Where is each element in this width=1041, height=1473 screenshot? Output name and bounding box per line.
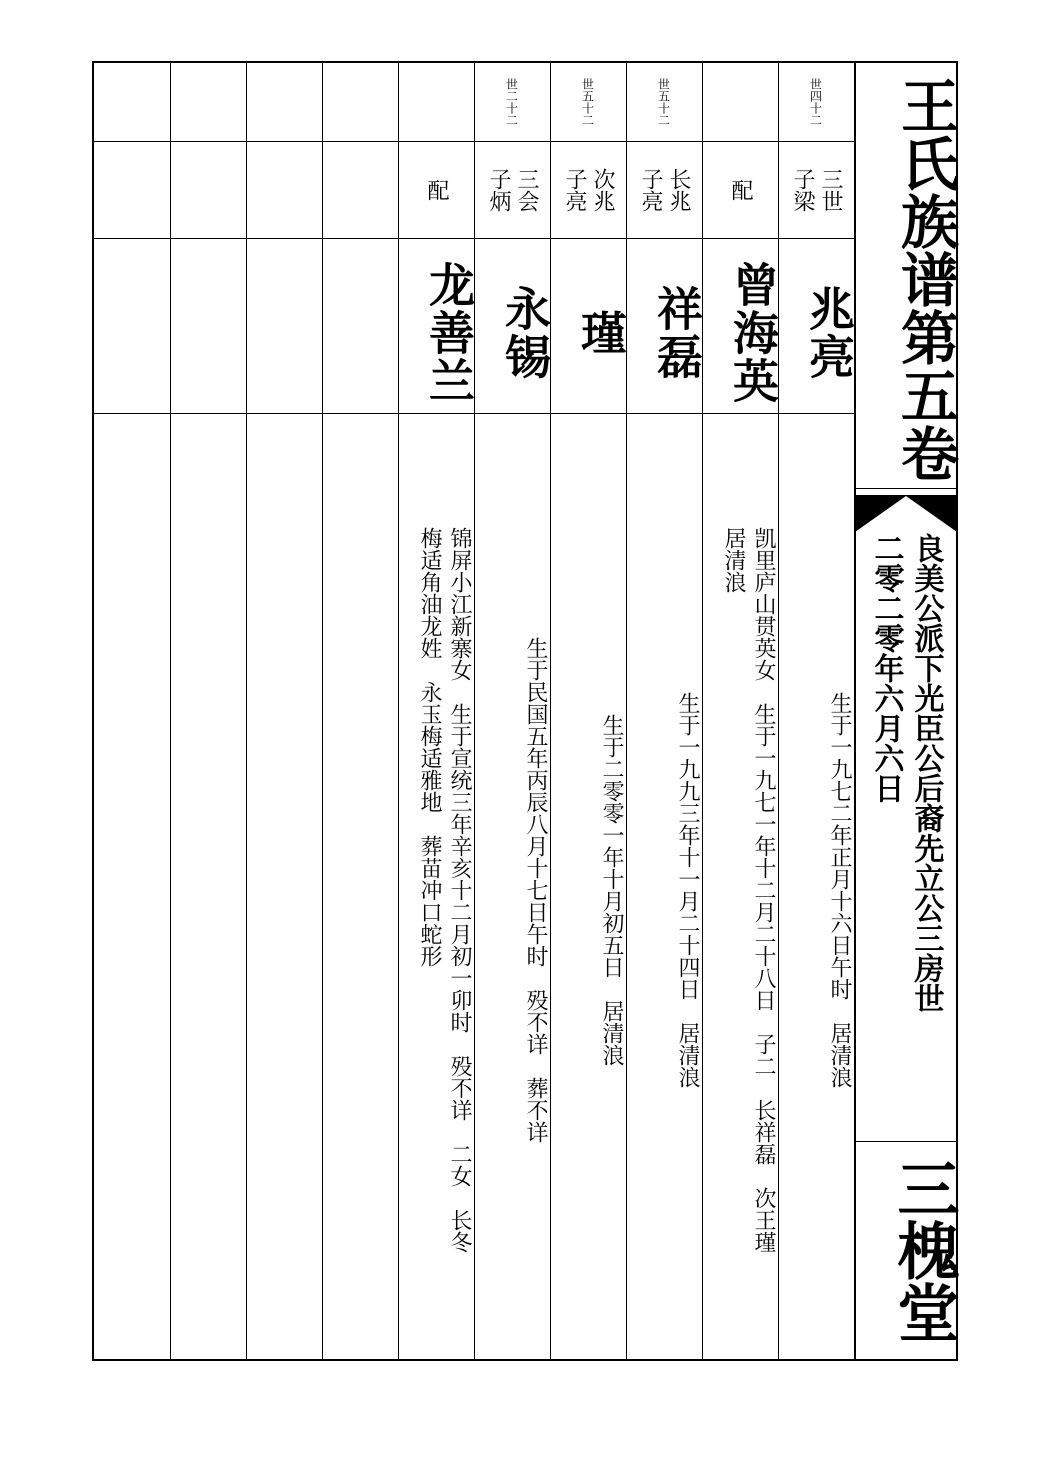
generation-label: 世四十二	[808, 78, 823, 126]
person-name: 曾海英	[726, 260, 780, 405]
generation-label	[398, 63, 474, 141]
person-name	[322, 238, 398, 413]
biography-text: 锦屏小江新寨女 生于宣统三年辛亥十二月初一卯时 殁不详 二女 长冬 梅适角油龙姓 永玉梅适雅地 葬苗冲口蛇形	[417, 527, 472, 1253]
lineage-subtitle: 良美公派下光臣公后裔先立公三房世	[908, 533, 944, 1013]
divider	[855, 488, 956, 489]
relation-label	[322, 141, 398, 238]
biography-text	[94, 413, 170, 1359]
biography-text: 凯里庐山贯英女 生于一九七一年十二月二十八日 子二 长祥磊 次王瑾 居清浪	[721, 527, 776, 1253]
generation-label	[246, 63, 322, 141]
compile-date: 二零二零年六月六日	[868, 533, 904, 803]
person-name: 龙善兰	[422, 260, 476, 405]
relation-label: 三会 子炳	[486, 167, 539, 212]
person-name: 兆亮	[802, 284, 856, 381]
person-name: 瑾	[574, 308, 628, 357]
relation-label: 三世 子梁	[790, 167, 843, 212]
generation-label	[322, 63, 398, 141]
generation-label: 世五十二	[656, 78, 671, 126]
biography-text: 生于一九九三年十一月二十四日 居清浪	[675, 692, 700, 1088]
relation-label	[246, 141, 322, 238]
relation-label: 配	[728, 178, 753, 201]
divider	[855, 1141, 956, 1142]
generation-label	[170, 63, 246, 141]
person-name	[94, 238, 170, 413]
biography-text	[322, 413, 398, 1359]
biography-text: 生于二零零一年十月初五日 居清浪	[599, 714, 624, 1066]
genealogy-table	[92, 61, 856, 1361]
generation-label	[702, 63, 778, 141]
relation-label	[94, 141, 170, 238]
title-panel	[855, 61, 958, 1361]
generation-label: 世五十二	[580, 78, 595, 126]
relation-label: 长兆 子亮	[638, 167, 691, 212]
hall-name: 三槐堂	[887, 1157, 960, 1343]
biography-text	[170, 413, 246, 1359]
relation-label	[170, 141, 246, 238]
fish-tail-ornament	[855, 496, 957, 532]
biography-text: 生于一九七二年正月十六日午时 居清浪	[827, 692, 852, 1088]
book-title: 王氏族谱第五卷	[891, 75, 959, 482]
person-name: 永锡	[498, 284, 552, 381]
person-name	[170, 238, 246, 413]
biography-text: 生于民国五年丙辰八月十七日午时 殁不详 葬不详	[523, 637, 548, 1143]
generation-label: 世二十二	[504, 78, 519, 126]
biography-text	[246, 413, 322, 1359]
relation-label: 次兆 子亮	[562, 167, 615, 212]
relation-label: 配	[424, 178, 449, 201]
person-name: 祥磊	[650, 284, 704, 381]
generation-label	[94, 63, 170, 141]
person-name	[246, 238, 322, 413]
subtitle-block	[855, 533, 956, 1138]
